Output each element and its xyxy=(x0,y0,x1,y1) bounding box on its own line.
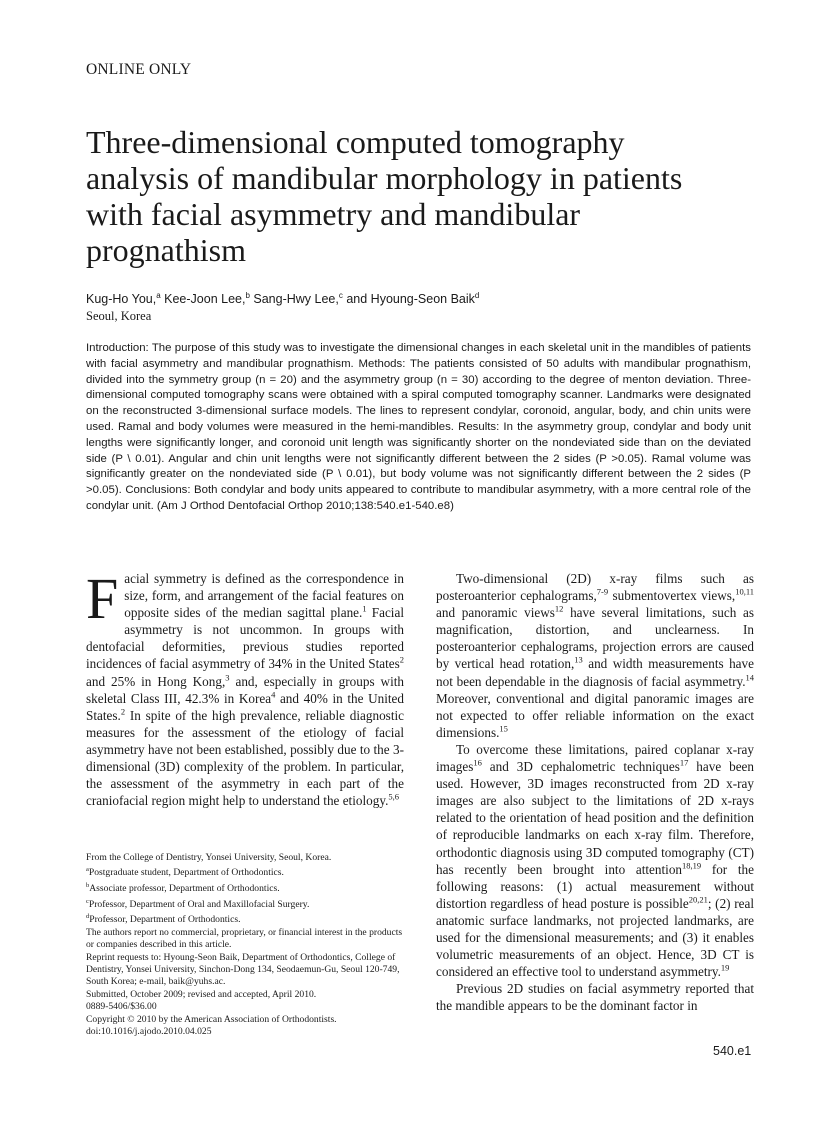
body-text: and 40% in the United States. xyxy=(86,690,404,723)
body-text: and 3D cephalometric techniques xyxy=(481,759,680,775)
footnote-role xyxy=(86,911,404,927)
title-line: prognathism xyxy=(86,232,246,268)
footnote-role xyxy=(86,896,404,912)
intro-paragraph xyxy=(86,566,404,809)
author-affiliation-mark: a xyxy=(156,291,161,300)
author-name: Sang-Hwy Lee, xyxy=(253,292,339,307)
online-only-label: ONLINE ONLY xyxy=(86,61,192,78)
author-name: Kee-Joon Lee, xyxy=(164,292,246,307)
footnote-affiliation: From the College of Dentistry, Yonsei University, Seoul, Korea. xyxy=(86,852,332,863)
footnote-role-text: Associate professor, Department of Orthodontics. xyxy=(89,883,280,895)
body-text: and 25% in Hong Kong, xyxy=(86,673,226,689)
body-column-right xyxy=(436,570,754,1014)
author-location: Seoul, Korea xyxy=(86,309,152,323)
citation: 3 xyxy=(225,672,230,683)
page-number: 540.e1 xyxy=(713,1044,752,1058)
body-text: Two-dimensional (2D) x-ray films such as posteroanterior cephalograms, xyxy=(436,571,754,604)
citation: 18,19 xyxy=(682,860,702,871)
citation: 20,21 xyxy=(688,894,708,905)
footnote-mark: c xyxy=(86,897,89,905)
title-line: analysis of mandibular morphology in patients xyxy=(86,160,683,196)
citation: 1 xyxy=(362,603,367,614)
citation: 7-9 xyxy=(596,586,609,597)
article-title xyxy=(86,124,766,268)
body-text: To overcome these limitations, paired coplanar x-ray images xyxy=(436,741,754,775)
footnote-role xyxy=(86,864,404,880)
footnote-issn: 0889-5406/$36.00 xyxy=(86,1001,157,1013)
footnote-reprint: Reprint requests to: Hyoung-Seon Baik, Department of Orthodontics, College of Dentistry, Yonsei University, Sinchon-Dong 134, Seodaemun-Gu, Seoul 120-749, South Korea; e-mail, baik@yuhs.ac. xyxy=(86,951,400,988)
footnote-mark: b xyxy=(86,882,90,889)
abstract: Introduction: The purpose of this study was to investigate the dimensional changes in each skeletal unit in the mandibles of patients with facial asymmetry and mandibular prognathism. Methods: The patients consisted of 50 adults with mandibular prognathism, divided into the symmetry group (n = 20) and the asymmetry group (n = 30) according to the degree of menton deviation. Three-dimensional computed tomography scans were obtained with a spiral computed tomography scanner. Landmarks were designated on the reconstructed 3-dimensional surface models. The lines to represent condylar, coronoid, angular, body, and chin units were used. Ramal and body volumes were measured in the hemi-mandibles. Results: In the asymmetry group, condylar and body unit lengths were significantly longer, and coronoid unit length was significantly shorter on the nondeviated side than on the deviated side (P \ 0.01). Angular and chin unit lengths were not significantly different between the 2 sides (P >0.05). Ramal volume was significantly greater on the nondeviated side (P \ 0.01), but body volume was not significantly different between the 2 sides (P >0.05). Conclusions: Both condylar and body units appeared to contribute to mandibular asymmetry, with a more central role of the condylar unit. (Am J Orthod Dentofacial Orthop 2010;138:540.e1-540.e8) xyxy=(86,342,751,512)
body-text: Facial asymmetry is not uncommon. In groups with dentofacial deformities, previous studies reported incidences of facial asymmetry of 34% in the United States xyxy=(86,605,404,672)
body-paragraph xyxy=(436,570,754,741)
title-line: with facial asymmetry and mandibular xyxy=(86,196,581,232)
citation: 17 xyxy=(679,757,689,768)
body-text: In spite of the high prevalence, reliable diagnostic measures for the assessment of the etiology of facial asymmetry have not been established, possibly due to the 3-dimensional (3D) complexity of the problem. In particular, the assessment of the asymmetry in each part of the craniofacial region might help to understand the etiology. xyxy=(86,707,404,809)
body-text: and width measurements have not been dependable in the diagnosis of facial asymmetry. xyxy=(436,656,754,689)
citation: 12 xyxy=(554,603,564,614)
drop-cap: F xyxy=(86,566,119,631)
author-affiliation-mark: b xyxy=(245,291,250,300)
footnote-copyright: Copyright © 2010 by the American Association of Orthodontists. xyxy=(86,1013,337,1025)
body-text: and, especially in groups with skeletal Class III, 42.3% in Korea xyxy=(86,673,404,706)
author-affiliation-mark: c xyxy=(338,291,343,300)
footnote-disclosure: The authors report no commercial, proprietary, or financial interest in the products or companies described in this article. xyxy=(86,926,403,951)
citation: 10,11 xyxy=(735,586,755,597)
author-affiliation-mark: d xyxy=(474,291,480,300)
citation: 13 xyxy=(574,655,583,666)
body-text: have been used. However, 3D images reconstructed from 2D x-ray images are also subject to the limitations of 2D x-rays related to the orientation of head position and the definition of reproducible landmarks on each x-ray film. Therefore, orthodontic diagnosis using 3D computed tomography (CT) has recently been brought into attention xyxy=(436,759,754,877)
citation: 2 xyxy=(120,706,126,717)
author-list xyxy=(86,291,479,306)
footnote-role-text: Postgraduate student, Department of Orthodontics. xyxy=(88,867,284,879)
body-text: have several limitations, such as magnification, distortion, and unclearness. In posteroanterior cephalograms, projection errors are caused by vertical head rotation, xyxy=(436,605,754,672)
footnote-doi: doi:10.1016/j.ajodo.2010.04.025 xyxy=(86,1026,212,1038)
citation: 15 xyxy=(499,723,508,734)
body-text: and panoramic views xyxy=(436,605,555,621)
author-name: Kug-Ho You, xyxy=(86,292,157,307)
footnote-role-text: Professor, Department of Orthodontics. xyxy=(89,914,241,926)
citation: 19 xyxy=(720,962,730,973)
citation: 2 xyxy=(399,655,404,666)
body-text: for the following reasons: (1) actual measurement without distortion regardless of head posture is possible xyxy=(436,861,754,911)
footnote-submitted: Submitted, October 2009; revised and accepted, April 2010. xyxy=(86,988,317,1000)
footnotes xyxy=(86,852,404,1038)
author-name: and Hyoung-Seon Baik xyxy=(346,292,475,307)
body-text: ; (2) real anatomic surface landmarks, not projected landmarks, are used for the dimensional measurements; and (3) it enables volumetric measurements of an object. Hence, 3D CT is considered an effective tool to understand asymmetry. xyxy=(436,895,754,980)
footnote-role-text: Professor, Department of Oral and Maxillofacial Surgery. xyxy=(88,898,310,910)
footnote-mark: a xyxy=(86,866,89,874)
body-text: submentovertex views, xyxy=(608,588,736,604)
citation: 16 xyxy=(473,757,482,768)
body-paragraph: Previous 2D studies on facial asymmetry reported that the mandible appears to be the dominant factor in xyxy=(436,981,754,1014)
body-text: Moreover, conventional and digital panoramic images are not expected to offer reliable information on the exact dimensions. xyxy=(436,690,754,740)
body-paragraph xyxy=(436,741,754,980)
body-column-left xyxy=(86,566,404,809)
citation: 4 xyxy=(271,689,276,700)
citation: 14 xyxy=(745,672,754,683)
footnote-mark: d xyxy=(86,913,90,921)
footnote-role xyxy=(86,880,404,896)
body-text: acial symmetry is defined as the correspondence in size, form, and arrangement of the facial features on opposite sides of the median sagittal plane. xyxy=(124,571,404,621)
citation: 5,6 xyxy=(388,791,399,802)
title-line: Three-dimensional computed tomography xyxy=(86,124,625,160)
